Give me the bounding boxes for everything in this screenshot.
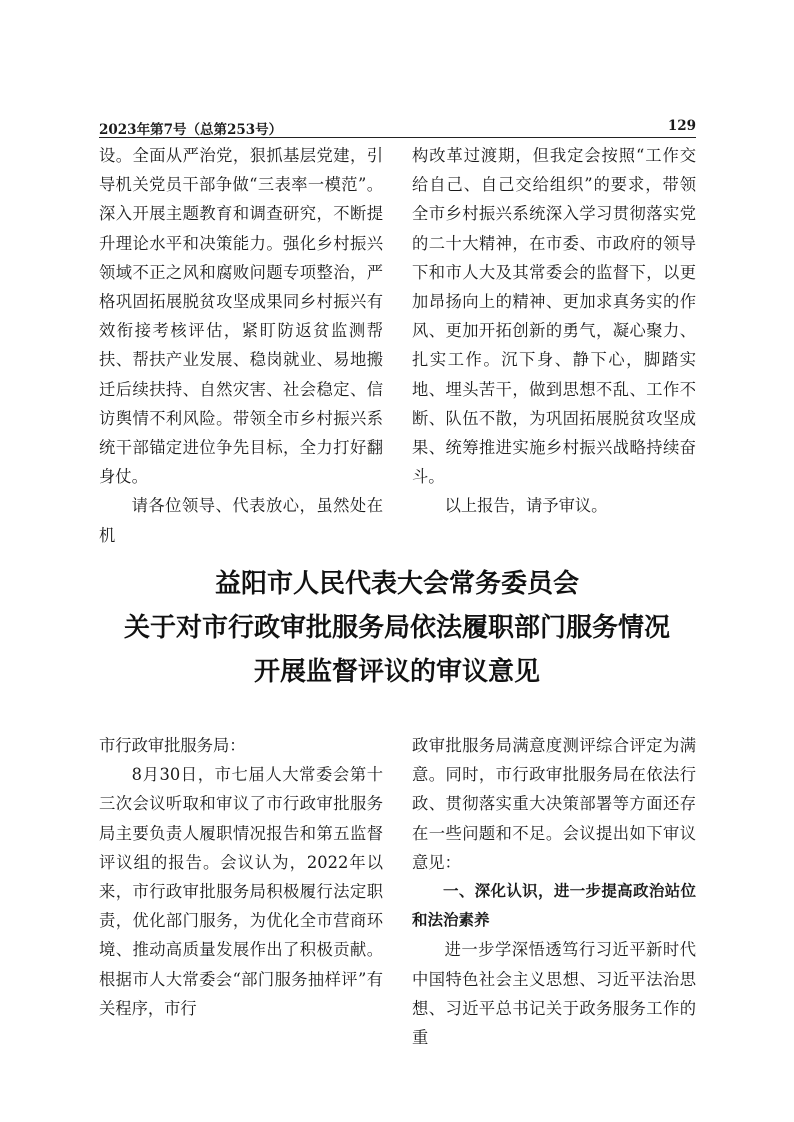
top-left-column <box>99 141 383 550</box>
top-right-column <box>412 141 696 521</box>
salutation: 市行政审批服务局： <box>99 736 246 755</box>
document-title <box>60 562 734 694</box>
paragraph: 8月30日，市七届人大常委会第十三次会议听取和审议了市行政审批服务局主要负责人履职情况报告和第五监督评议组的报告。会议认为，2022年以来，市行政审批服务局积极履行法定职责，优化部门服务，为优化全市营商环境、推动高质量发展作出了积极贡献。根据市人大常委会“部门服务抽样评”有关程序，市行 <box>99 765 383 1018</box>
title-line-2: 关于对市行政审批服务局依法履职部门服务情况 <box>123 613 670 643</box>
bottom-right-column <box>412 731 696 1052</box>
paragraph: 进一步学深悟透笃行习近平新时代中国特色社会主义思想、习近平法治思想、习近平总书记关于政务服务工作的重 <box>412 940 696 1048</box>
paragraph: 设。全面从严治党，狠抓基层党建，引导机关党员干部争做“三表率一模范”。深入开展主题教育和调查研究，不断提升理论水平和决策能力。强化乡村振兴领域不正之风和腐败问题专项整治，严格巩固拓展脱贫攻坚成果同乡村振兴有效衔接考核评估，紧盯防返贫监测帮扶、帮扶产业发展、稳岗就业、易地搬迁后续扶持、自然灾害、社会稳定、信访舆情不利风险。带领全市乡村振兴系统干部锚定进位争先目标，全力打好翻身仗。 <box>99 146 383 487</box>
paragraph: 政审批服务局满意度测评综合评定为满意。同时，市行政审批服务局在依法行政、贯彻落实重大决策部署等方面还存在一些问题和不足。会议提出如下审议意见： <box>412 736 696 872</box>
header-rule <box>99 137 696 138</box>
page-number: 129 <box>667 118 696 134</box>
page-header <box>99 116 696 136</box>
title-line-3: 开展监督评议的审议意见 <box>253 657 540 687</box>
paragraph: 以上报告，请予审议。 <box>444 496 608 516</box>
bottom-left-column <box>99 731 383 1023</box>
title-line-1: 益阳市人民代表大会常务委员会 <box>214 569 579 599</box>
issue-label: 2023年第7号（总第253号） <box>99 122 283 138</box>
paragraph: 构改革过渡期，但我定会按照“工作交给自己、自己交给组织”的要求，带领全市乡村振兴系统深入学习贯彻落实党的二十大精神，在市委、市政府的领导下和市人大及其常委会的监督下，以更加昂扬向上的精神、更加求真务实的作风、更加开拓创新的勇气，凝心聚力、扎实工作。沉下身、静下心，脚踏实地、埋头苦干，做到思想不乱、工作不断、队伍不散，为巩固拓展脱贫攻坚成果、统筹推进实施乡村振兴战略持续奋斗。 <box>412 146 696 487</box>
section-heading: 一、深化认识，进一步提高政治站位和法治素养 <box>412 882 696 930</box>
paragraph: 请各位领导、代表放心，虽然处在机 <box>99 496 383 545</box>
